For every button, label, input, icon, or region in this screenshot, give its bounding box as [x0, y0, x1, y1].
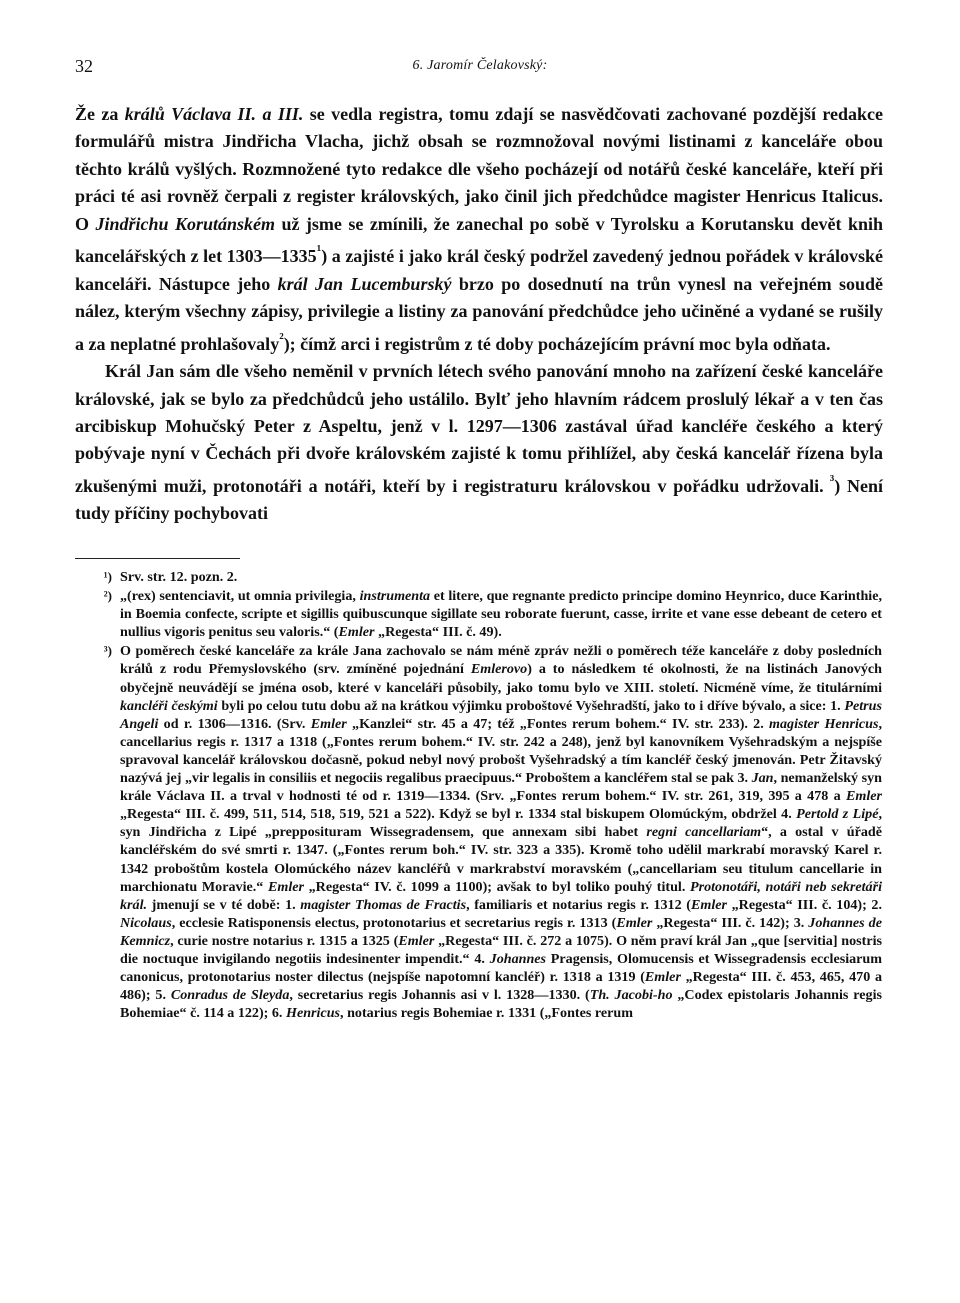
text-span: , secretarius regis Johannis asi v l. 1328—1330. (	[289, 987, 590, 1004]
italic-span: Emler	[690, 896, 727, 913]
italic-span: Emler	[398, 932, 435, 949]
text-span: ) a to následkem té okolnosti, že na listinách Janových obyčejně neuvádějí se jména osob, které v kanceláři působily, jako tomu bylo ve XIII. století. Nicméně víme, že titulárními	[120, 661, 882, 696]
text-span: ); čímž arci i registrům z té doby pocházejícím právní moc byla odňata.	[283, 333, 831, 354]
text-span: et litere, que regnante predicto principe domino Heynrico, duce Karinthie, in Boemia confecte, scripte et sigillis quibuscunque sigillate seu roborate fuerunt, casse, irrite et vane esse debeant de cetero et nullius vigoris penitus seu valoris.“ (	[120, 588, 882, 641]
italic-span: Emler	[267, 878, 304, 895]
italic-span: Johannes de Kemnicz	[120, 914, 882, 949]
italic-span: Petrus Angeli	[120, 697, 882, 732]
text-span: „(rex) sentenciavit, ut omnia privilegia,	[120, 588, 360, 605]
footnote-ref-3[interactable]: ³	[823, 472, 835, 489]
footnote-1	[103, 568, 882, 586]
body-text	[75, 101, 883, 528]
text-span: , cancellarius regis r. 1317 a 1318 („Fontes rerum bohem.“ IV. str. 242 a 248), jenž byl kanovníkem Vyšehradským a nejspíše spravoval kancelář královskou dočasně, pokud nebyl nový probošt Vyšehradský a tím kancléř český jmenován. Petr Žitavský nazývá jej „vir legalis in consiliis et negociis regalibus praecipuus.“ Proboštem a kancléřem stal se pak 3.	[120, 715, 883, 787]
page-header	[75, 56, 885, 80]
text-span: , syn Jindřicha z Lipé „prepposituram Wissegradensem, que annexam sibi habet	[120, 806, 882, 841]
text-span: se vedla registra, tomu zdají se nasvědčovati zachované pozdější redakce formulářů mistra Jindřicha Vlacha, jichž obsah se rozmnožoval novými listinami z kanceláře obou těchto králů vyšlých. Rozmnožené tyto redakce dle všeho pocházejí od notářů české kanceláře, kteří při práci té asi rovněž čerpali z register královských, jako činil jich předchůdce magister Henricus Italicus. O	[75, 104, 883, 234]
text-span: byli po celou tutu dobu až na krátkou výjimku proboštové Vyšehradští, jako to i dříve bývalo, a sice: 1.	[217, 697, 845, 714]
text-span: ) a zajisté i jako král český podržel zavedený jednou pořádek v královské kanceláři. Nástupce jeho	[75, 246, 883, 294]
text-span: , nemanželský syn krále Václava II. a trval v hodnosti té od r. 1319—1334. (Srv. „Fontes rerum bohem.“ IV. str. 261, 319, 395 a 478 a	[120, 770, 882, 805]
text-span: „Regesta“ III. č. 104); 2.	[727, 896, 882, 913]
text-span: ) Není tudy příčiny pochybovati	[75, 475, 883, 524]
italic-span: Conradus de Sleyda	[170, 987, 290, 1004]
footnote-mark: ²)	[103, 588, 112, 604]
footnote-text	[120, 642, 882, 1022]
text-span: “, a ostal v úřadě kancléřském do své smrti r. 1347. („Fontes rerum boh.“ IV. str. 323 a 335). Kromě toho udělil markrabí moravský Karel r. 1342 proboštům kostela Olomúckého název kancléřů v markrabství moravském („cancellariam seu titulum cancellarie in marchionatu Moravie.“	[120, 824, 882, 895]
page-number: 32	[75, 56, 93, 76]
text-span: „Regesta“ IV. č. 1099 a 1100); avšak to byl toliko pouhý titul.	[303, 878, 690, 895]
footnotes	[103, 568, 883, 1023]
italic-span: králů Václava II. a III.	[124, 104, 304, 124]
italic-span: Jan	[751, 770, 774, 787]
footnote-text: Srv. str. 12. pozn. 2.	[120, 569, 238, 585]
italic-span: Nicolaus	[120, 914, 172, 931]
text-span: jmenují se v té době: 1.	[147, 896, 301, 913]
italic-span: Emler	[616, 914, 653, 931]
italic-span: Jindřichu Korutánském	[95, 213, 275, 234]
italic-span: král Jan Lucemburský	[277, 273, 452, 294]
text-span: Že za	[75, 104, 125, 124]
text-span: „Regesta“ III. č. 272 a 1075). O něm praví král Jan „que [servitia] nostris die noctuque invigilando negotiis indesinenter impendit.“ 4.	[120, 932, 882, 967]
text-span: „Regesta“ III. č. 49).	[374, 624, 502, 641]
italic-span: magister Thomas de Fractis	[300, 896, 467, 913]
text-span: brzo po dosednutí na trůn vynesl na veřejném soudě nález, kterým všechny zápisy, privilegie a listiny za panování předchůdce jeho učiněné a vydané se rušily a za neplatné prohlašovaly	[75, 273, 883, 354]
text-span: „Kanzlei“ str. 45 a 47; též „Fontes rerum bohem.“ IV. str. 233). 2.	[346, 715, 770, 732]
italic-span: Pertold z Lipé	[796, 806, 879, 823]
text-span: , familiaris et notarius regis r. 1312 (	[466, 896, 691, 913]
text-span: Král Jan sám dle všeho neměnil v prvních létech svého panování mnoho na zařízení české kanceláře královské, jak se bylo za předchůdců jeho ustálilo. Bylť jeho hlavním rádcem proslulý lékař a v ten čas arcibiskup Mohučský Peter z Aspeltu, jenž v l. 1297—1306 zastával úřad kancléře českého a který pobývaje nyní v Čechách při dvoře královském zajisté k tomu přihlížel, aby česká kancelář řízena byla zkušenými muži, protonotáři a notáři, kteří by i registraturu královskou v pořádku udržovali.	[75, 361, 883, 496]
footnote-mark: ³)	[103, 643, 112, 659]
paragraph-1	[75, 101, 883, 358]
footnote-3	[103, 642, 883, 1022]
italic-span: Emler	[310, 715, 347, 732]
footnote-divider	[75, 558, 240, 559]
footnote-text	[120, 587, 882, 641]
paragraph-2	[75, 358, 883, 528]
text-span: O poměrech české kanceláře za krále Jana zachovalo se nám méně zpráv nežli o poměrech téže kanceláře z doby posledních králů z rodu Přemyslovského (srv. zmíněné pojednání	[120, 643, 882, 678]
text-span: od r. 1306—1316. (Srv.	[158, 715, 311, 732]
italic-span: Protonotáři, notáři neb sekretáři král.	[120, 878, 883, 913]
text-span: , ecclesie Ratisponensis electus, protonotarius et secretarius regis r. 1313 (	[171, 914, 617, 931]
text-span: Pragensis, Olomucensis et Wissegradensis ecclesiarum canonicus, protonotarius noster dilectus (nejspíše napotomní kancléř) r. 1318 a 1319 (	[120, 950, 882, 986]
italic-span: instrumenta	[359, 588, 431, 605]
italic-span: Emler	[644, 969, 681, 986]
running-head: 6. Jaromír Čelakovský:	[412, 58, 548, 73]
text-span: „Codex epistolaris Johannis regis Bohemiae“ č. 114 a 122); 6.	[120, 987, 882, 1022]
italic-span: kancléři českými	[120, 697, 218, 714]
italic-span: Emler	[845, 788, 882, 805]
text-span: , notarius regis Bohemiae r. 1331 („Fontes rerum	[340, 1005, 633, 1022]
footnote-mark: ¹)	[103, 569, 112, 584]
text-span: „Regesta“ III. č. 453, 465, 470 a 486); 5.	[120, 969, 882, 1004]
italic-span: Th. Jacobi-ho	[589, 987, 673, 1004]
italic-span: Henricus	[285, 1005, 341, 1022]
italic-span: Emlerovo	[470, 661, 528, 678]
italic-span: Johannes	[489, 950, 547, 967]
footnote-2	[103, 587, 882, 641]
italic-span: Emler	[338, 624, 375, 641]
italic-span: magister Henricus	[769, 715, 879, 732]
text-span: už jsme se zmínili, že zanechal po sobě v Tyrolsku a Korutansku devět knih kancelářských z let 1303—1335	[75, 213, 883, 267]
footnote-ref-2[interactable]: ²	[279, 330, 284, 347]
text-span: „Regesta“ III. č. 499, 511, 514, 518, 519, 521 a 522). Když se byl r. 1334 stal biskupem Olomúckým, obdržel 4.	[120, 806, 797, 823]
italic-span: regni cancellariam	[646, 824, 762, 841]
text-span: , curie nostre notarius r. 1315 a 1325 (	[170, 932, 399, 949]
footnote-ref-1[interactable]: ¹	[316, 243, 322, 260]
text-span: „Regesta“ III. č. 142); 3.	[652, 914, 809, 931]
